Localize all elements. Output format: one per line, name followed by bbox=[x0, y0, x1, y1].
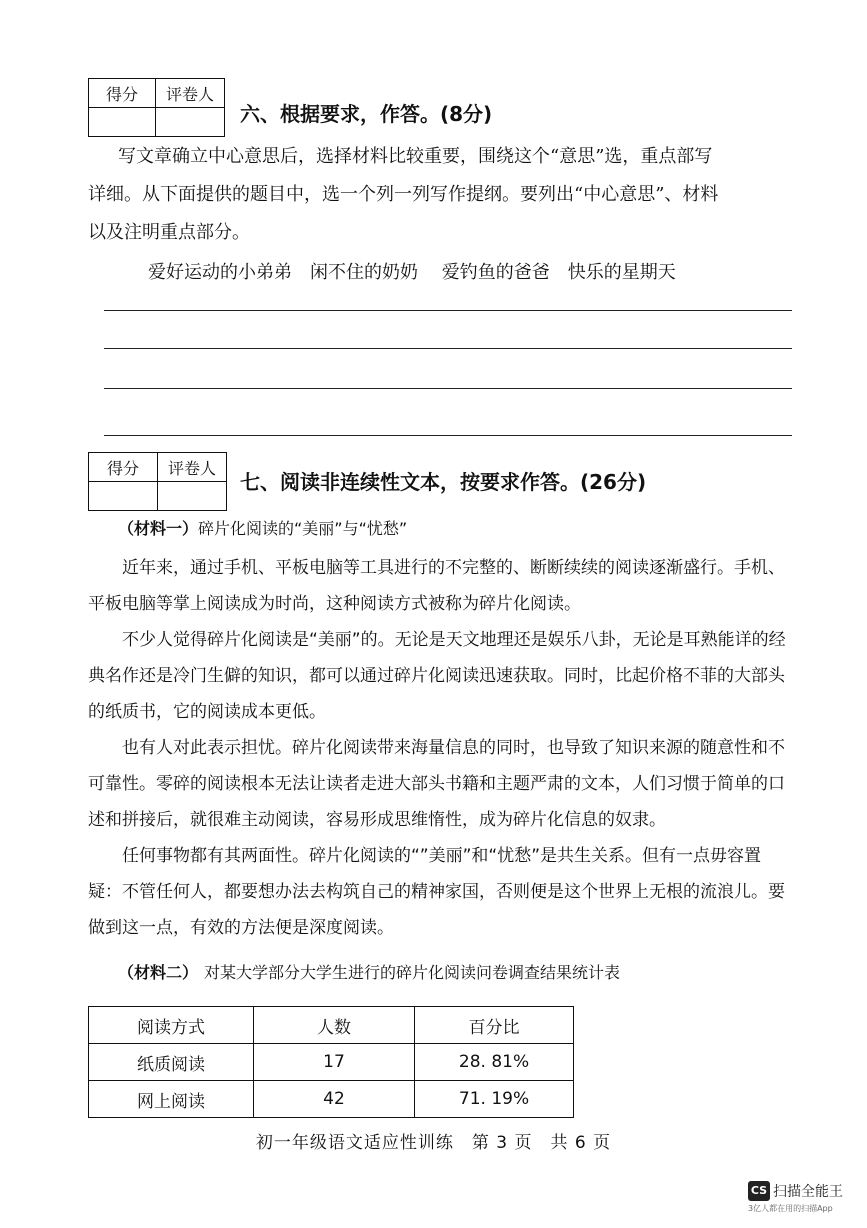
score-box-section7 bbox=[88, 452, 227, 511]
section6-para-line-1: 写文章确立中心意思后，选择材料比较重要，围绕这个“意思”选，重点部写 bbox=[118, 146, 713, 167]
watermark-brand: 扫描全能王 bbox=[773, 1183, 843, 1200]
watermark-subtitle: 3亿人都在用的扫描App bbox=[748, 1203, 833, 1213]
section6-topics: 爱好运动的小弟弟 闲不住的奶奶 爱钓鱼的爸爸 快乐的星期天 bbox=[148, 262, 676, 283]
answer-line-2 bbox=[104, 348, 792, 349]
table-cell: 纸质阅读 bbox=[89, 1044, 254, 1081]
table-cell: 28. 81% bbox=[415, 1044, 574, 1081]
score-label: 得分 bbox=[89, 453, 158, 482]
table-cell: 71. 19% bbox=[415, 1081, 574, 1118]
grader-label: 评卷人 bbox=[156, 79, 225, 108]
grader-cell bbox=[156, 108, 225, 137]
paragraph-4: 任何事物都有其两面性。碎片化阅读的“”美丽”和“忧愁”是共生关系。但有一点毋容置疑：不管任何人，都要想办法去构筑自己的精神家国，否则便是这个世界上无根的流浪儿。要做到这一点，有效的方法便是深度阅读。 bbox=[88, 846, 785, 938]
material2-label: （材料二） bbox=[118, 963, 199, 982]
answer-line-3 bbox=[104, 388, 792, 389]
answer-line-4 bbox=[104, 435, 792, 436]
paragraph-1: 近年来，通过手机、平板电脑等工具进行的不完整的、断断续续的阅读逐渐盛行。手机、平板电脑等掌上阅读成为时尚，这种阅读方式被称为碎片化阅读。 bbox=[88, 558, 785, 614]
grader-cell bbox=[158, 482, 227, 511]
table-cell: 网上阅读 bbox=[89, 1081, 254, 1118]
table-header-row bbox=[89, 1007, 574, 1044]
paragraph-2: 不少人觉得碎片化阅读是“美丽”的。无论是天文地理还是娱乐八卦，无论是耳熟能详的经典名作还是冷门生僻的知识，都可以通过碎片化阅读迅速获取。同时，比起价格不菲的大部头的纸质书，它的阅读成本更低。 bbox=[88, 630, 786, 722]
section6-para-line-2: 详细。从下面提供的题目中，选一个列一列写作提纲。要列出“中心意思”、材料 bbox=[88, 184, 719, 205]
material1-label: （材料一） bbox=[118, 519, 199, 538]
material2-caption bbox=[118, 960, 620, 983]
answer-line-1 bbox=[104, 310, 792, 311]
material2-title: 对某大学部分大学生进行的碎片化阅读问卷调查结果统计表 bbox=[204, 963, 621, 982]
table-header: 百分比 bbox=[415, 1007, 574, 1044]
table-cell: 42 bbox=[254, 1081, 415, 1118]
table-cell: 17 bbox=[254, 1044, 415, 1081]
scanner-watermark bbox=[748, 1180, 843, 1214]
table-row bbox=[89, 1044, 574, 1081]
table-header: 人数 bbox=[254, 1007, 415, 1044]
paragraph-3: 也有人对此表示担忧。碎片化阅读带来海量信息的同时，也导致了知识来源的随意性和不可靠性。零碎的阅读根本无法让读者走进大部头书籍和主题严肃的文本，人们习惯于简单的口述和拼接后，就很难主动阅读，容易形成思维惰性，成为碎片化信息的奴隶。 bbox=[88, 738, 785, 830]
score-box-section6 bbox=[88, 78, 225, 137]
grader-label: 评卷人 bbox=[158, 453, 227, 482]
camscanner-logo-icon: CS bbox=[748, 1181, 770, 1201]
score-label: 得分 bbox=[89, 79, 156, 108]
table-header: 阅读方式 bbox=[89, 1007, 254, 1044]
material1-title: 碎片化阅读的“美丽”与“忧愁” bbox=[198, 519, 408, 538]
survey-table bbox=[88, 1006, 574, 1118]
page-footer: 初一年级语文适应性训练 第 3 页 共 6 页 bbox=[255, 1133, 612, 1153]
section6-heading: 六、根据要求，作答。(8分) bbox=[240, 102, 493, 126]
score-cell bbox=[89, 482, 158, 511]
section7-heading: 七、阅读非连续性文本，按要求作答。(26分) bbox=[240, 470, 647, 494]
table-row bbox=[89, 1081, 574, 1118]
material1-caption bbox=[118, 516, 407, 539]
score-cell bbox=[89, 108, 156, 137]
section6-para-line-3: 以及注明重点部分。 bbox=[88, 222, 250, 243]
